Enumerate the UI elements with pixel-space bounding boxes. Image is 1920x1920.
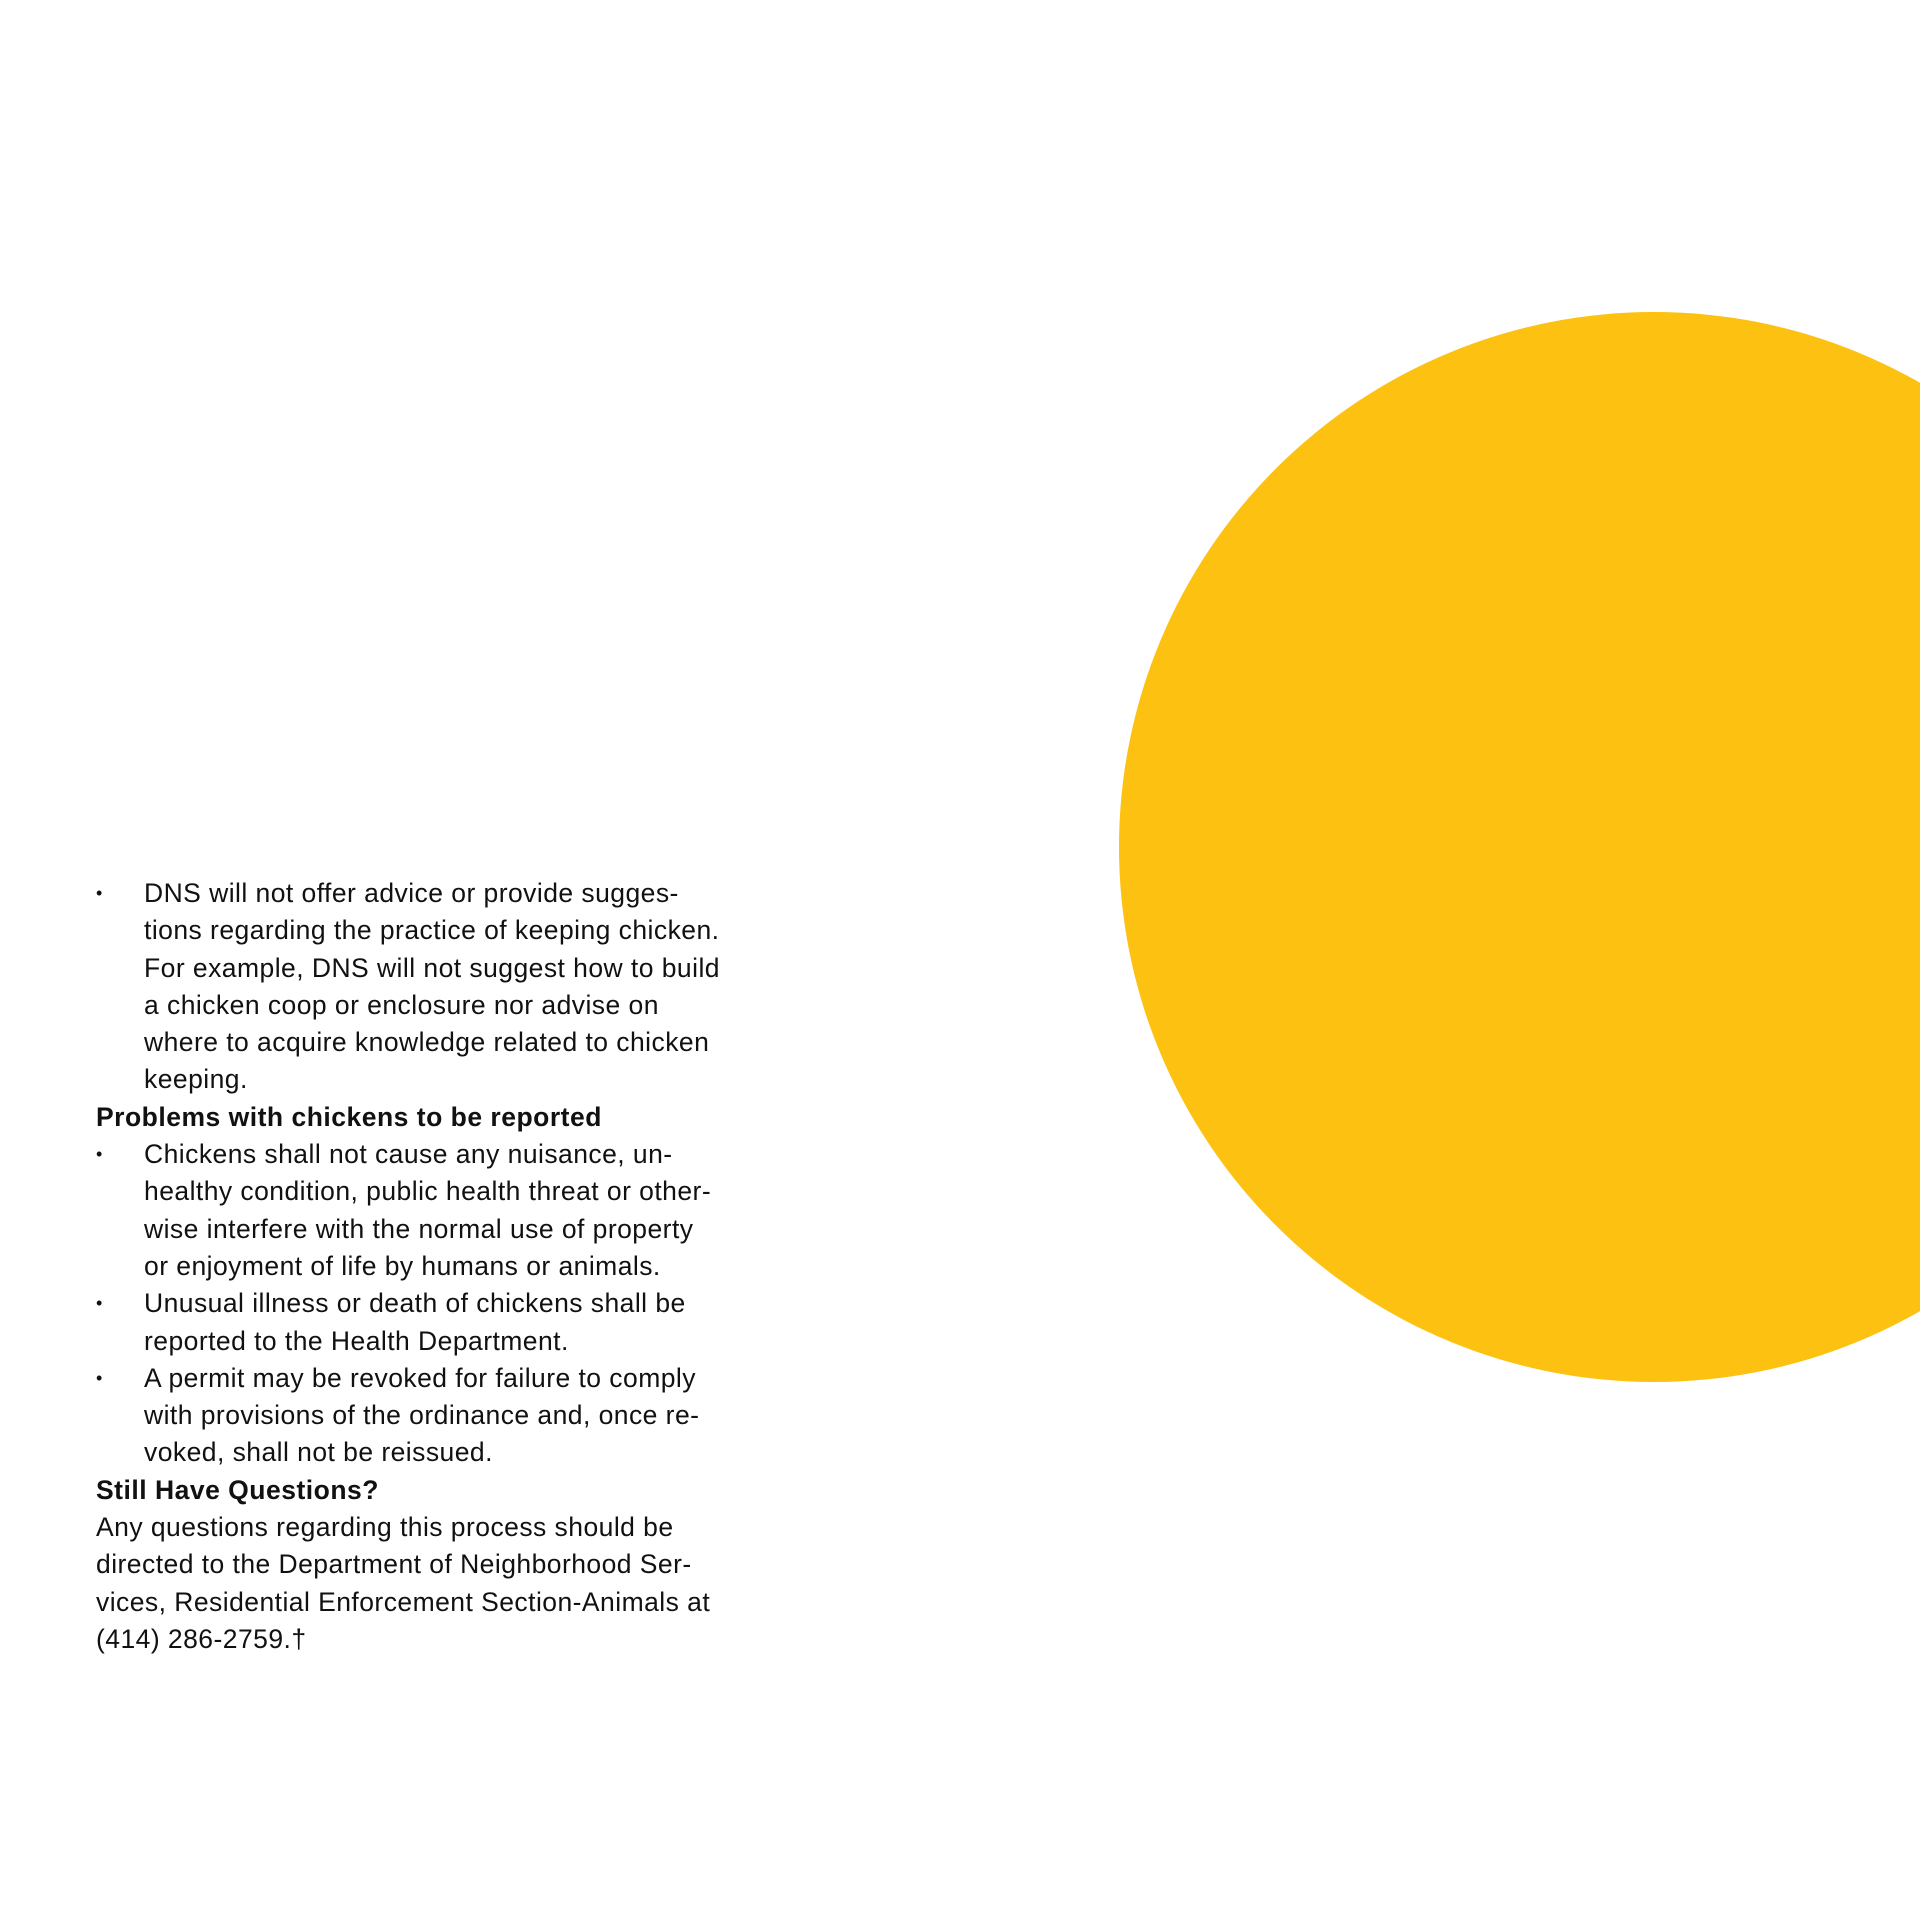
paragraph-line: directed to the Department of Neighborhood Ser-	[96, 1549, 692, 1580]
list-item	[96, 1136, 776, 1285]
bullet-line: tions regarding the practice of keeping chicken.	[144, 915, 720, 946]
bullet-line: For example, DNS will not suggest how to build	[144, 952, 720, 983]
top-bullet-list	[96, 875, 776, 1099]
bullet-line: reported to the Health Department.	[144, 1325, 569, 1356]
bullet-line: where to acquire knowledge related to chicken	[144, 1027, 710, 1058]
bullet-icon: •	[96, 883, 103, 903]
bullet-icon: •	[96, 1367, 103, 1388]
list-item	[96, 1360, 776, 1472]
paragraph-line: vices, Residential Enforcement Section-Animals at	[96, 1586, 711, 1617]
questions-paragraph	[96, 1509, 776, 1658]
paragraph-line: Any questions regarding this process should be	[96, 1512, 674, 1543]
paragraph-line: (414) 286-2759.†	[96, 1623, 307, 1654]
bullet-line: or enjoyment of life by humans or animals.	[144, 1250, 661, 1281]
questions-heading: Still Have Questions?	[96, 1474, 379, 1505]
bullet-icon: •	[96, 1144, 103, 1165]
decorative-yellow-circle	[1119, 312, 1920, 1382]
problems-heading: Problems with chickens to be reported	[96, 1101, 602, 1132]
text-column	[96, 875, 776, 1658]
bullet-icon: •	[96, 1293, 103, 1314]
list-item	[96, 875, 776, 1099]
bullet-line: healthy condition, public health threat or other-	[144, 1176, 712, 1207]
problems-bullet-list	[96, 1136, 776, 1472]
bullet-line: DNS will not offer advice or provide sugges-	[144, 878, 679, 908]
bullet-line: a chicken coop or enclosure nor advise on	[144, 989, 659, 1020]
bullet-line: with provisions of the ordinance and, once re-	[144, 1400, 700, 1431]
list-item	[96, 1285, 776, 1360]
bullet-line: A permit may be revoked for failure to comply	[144, 1362, 696, 1393]
bullet-line: Unusual illness or death of chickens shall be	[144, 1288, 686, 1319]
bullet-line: keeping.	[144, 1064, 248, 1095]
bullet-line: voked, shall not be reissued.	[144, 1437, 493, 1468]
bullet-line: Chickens shall not cause any nuisance, un-	[144, 1139, 673, 1170]
bullet-line: wise interfere with the normal use of property	[144, 1213, 694, 1244]
